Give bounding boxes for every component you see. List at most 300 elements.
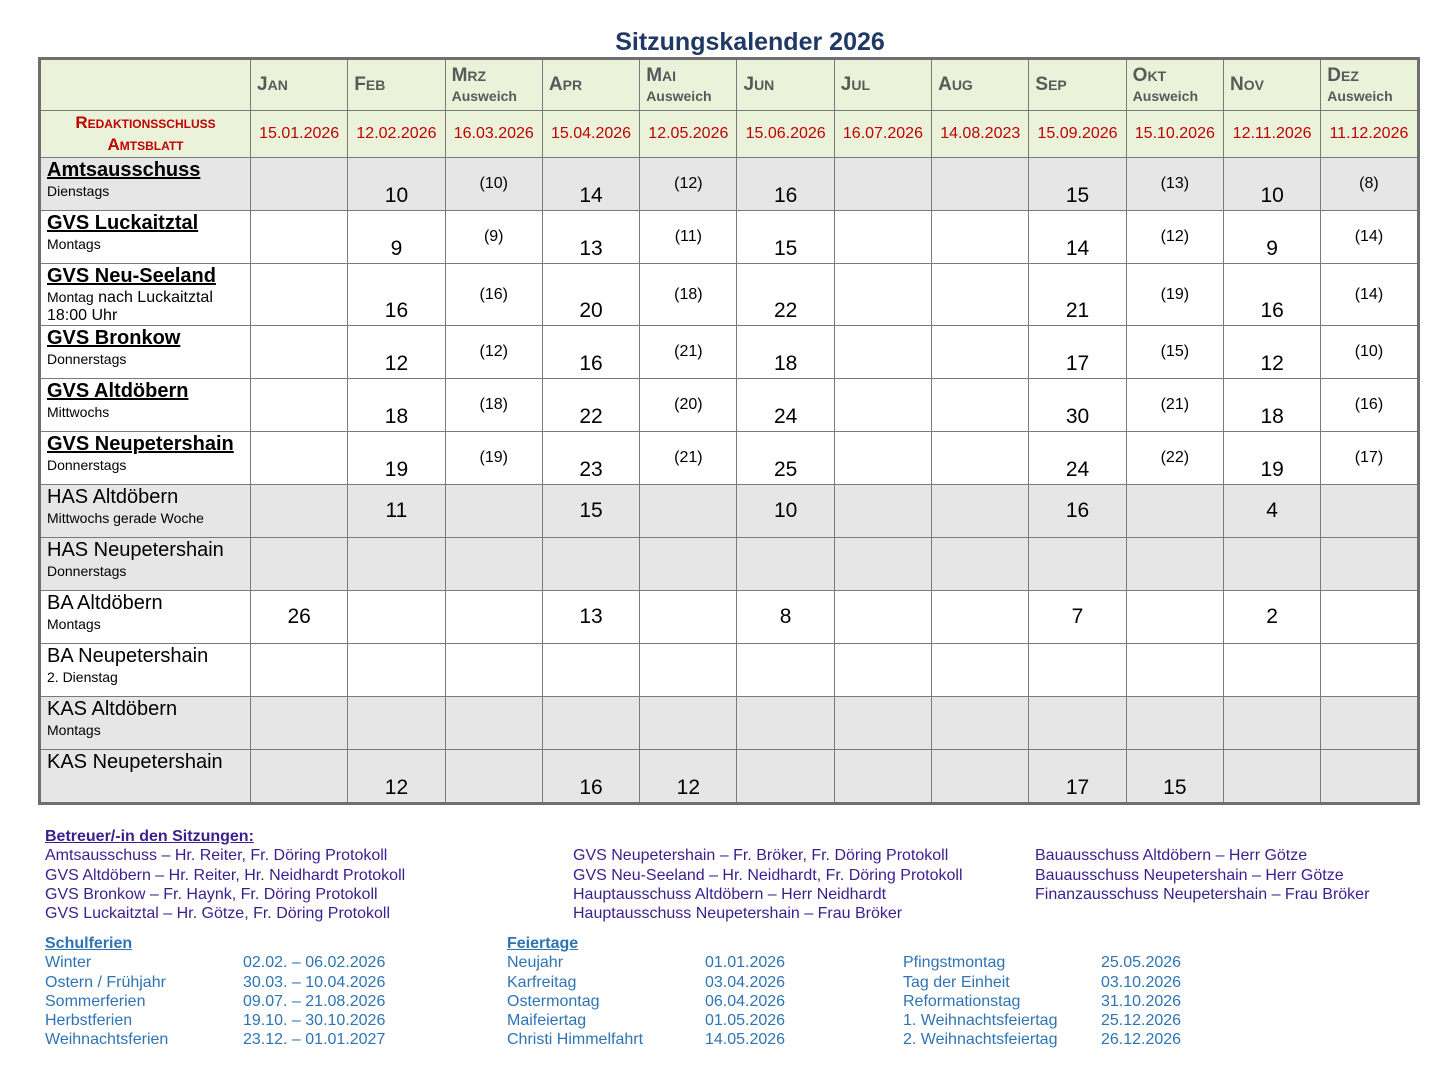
feiertag-date: 25.12.2026 [1101, 1012, 1182, 1030]
committee-schedule [47, 615, 248, 633]
committee-weekday: Donnerstags [47, 351, 127, 367]
committee-name: GVS Luckaitztal [47, 212, 199, 234]
month-label [1321, 66, 1416, 104]
feiertag-date: 26.12.2026 [1101, 1031, 1182, 1049]
session-day: 18 [1260, 405, 1284, 428]
committee-label-cell [40, 697, 251, 750]
feiertag-name: Christi Himmelfahrt [507, 1031, 644, 1049]
feiertage-section [507, 934, 1227, 1050]
session-cell [1321, 379, 1418, 432]
redaktionsschluss-date: 11.12.2026 [1321, 111, 1418, 158]
committee-schedule [47, 182, 248, 200]
month-rest: OV [1243, 77, 1264, 94]
alternate-session-day: (18) [674, 285, 703, 303]
committee-weekday: Mittwochs [47, 404, 110, 420]
betreuer-item: GVS Neu-Seeland – Hr. Neidhardt, Fr. Döring Protokoll [573, 866, 963, 884]
session-day: 15 [1065, 184, 1090, 207]
betreuer-item: GVS Altdöbern – Hr. Reiter, Hr. Neidhardt Protokoll [45, 866, 406, 884]
betreuer-item: GVS Luckaitztal – Hr. Götze, Fr. Döring Protokoll [45, 905, 391, 923]
committee-label-cell [40, 264, 251, 326]
session-cell [640, 379, 737, 432]
ferien-date: 09.07. – 21.08.2026 [243, 992, 386, 1010]
feiertag-row [507, 992, 1227, 1011]
month-initial: M [646, 65, 663, 87]
session-day: 22 [579, 405, 603, 428]
committee-label-cell [40, 591, 251, 644]
session-cell [542, 326, 639, 379]
session-cell [1321, 264, 1418, 326]
session-day: 14 [579, 184, 603, 207]
month-rest: RZ [467, 68, 487, 85]
betreuer-item: Hauptausschuss Neupetershain – Frau Bröker [573, 905, 903, 923]
committee-weekday: Montags [47, 236, 101, 252]
schulferien-item [45, 973, 445, 992]
ferien-date: 30.03. – 10.04.2026 [243, 973, 386, 991]
session-day: 16 [579, 352, 603, 375]
feiertag-name: Tag der Einheit [903, 973, 1010, 991]
committee-name: BA Neupetershain [47, 645, 209, 667]
session-cell [445, 591, 542, 644]
session-day: 25 [773, 458, 798, 481]
session-day: 16 [384, 299, 409, 322]
session-cell [542, 644, 639, 697]
betreuer-item: GVS Bronkow – Fr. Haynk, Fr. Döring Protokoll [45, 885, 378, 903]
session-cell [640, 591, 737, 644]
month-initial: S [1035, 74, 1049, 96]
committee-label-cell [40, 485, 251, 538]
betreuer-item: Finanzausschuss Neupetershain – Frau Bröker [1035, 885, 1370, 903]
alternate-session-day: (13) [1160, 175, 1190, 192]
alternate-session-day: (8) [1359, 175, 1379, 192]
betreuer-item: Hauptausschuss Altdöbern – Herr Neidhardt [573, 885, 887, 903]
alternate-session-day: (19) [1160, 285, 1190, 303]
month-header [1223, 59, 1320, 111]
committee-schedule-note: nach Luckaitztal [93, 289, 213, 306]
committee-schedule [47, 562, 248, 580]
session-cell [1223, 538, 1320, 591]
session-cell [348, 326, 445, 379]
month-rest: PR [562, 77, 583, 94]
session-day: 20 [579, 299, 603, 322]
session-cell [932, 326, 1029, 379]
committee-row [40, 538, 1419, 591]
month-label [835, 75, 931, 95]
betreuer-item: Bauausschuss Altdöbern – Herr Götze [1035, 847, 1308, 865]
month-header [348, 59, 445, 111]
month-initial: M [451, 65, 468, 87]
session-cell [1126, 211, 1223, 264]
session-cell [251, 644, 348, 697]
redaktionsschluss-date: 15.10.2026 [1126, 111, 1223, 158]
month-rest: UN [754, 77, 775, 94]
committee-schedule [47, 288, 248, 307]
session-cell [445, 697, 542, 750]
alternate-session-day: (17) [1354, 449, 1384, 466]
schulferien-item [45, 1011, 445, 1030]
feiertag-row [507, 1030, 1227, 1049]
session-cell [445, 485, 542, 538]
session-day: 22 [773, 299, 798, 322]
session-cell [834, 158, 931, 211]
session-cell [1321, 432, 1418, 485]
alternate-session-day: (18) [479, 396, 508, 413]
alternate-session-day: (21) [1160, 396, 1190, 413]
month-header [1029, 59, 1126, 111]
session-cell [251, 432, 348, 485]
session-cell [1029, 697, 1126, 750]
session-cell [1223, 591, 1320, 644]
committee-weekday: Montag [47, 289, 94, 305]
month-rest: UL [851, 77, 871, 94]
session-cell [1029, 591, 1126, 644]
committee-label-cell [40, 379, 251, 432]
committee-label [47, 486, 248, 527]
session-cell [640, 158, 737, 211]
month-initial: A [938, 74, 952, 96]
page-title: Sitzungskalender 2026 [615, 28, 885, 56]
session-cell [1126, 538, 1223, 591]
betreuer-item: Bauausschuss Neupetershain – Herr Götze [1035, 866, 1344, 884]
ferien-date: 02.02. – 06.02.2026 [243, 954, 386, 972]
alternate-session-day: (19) [479, 449, 508, 466]
session-cell [834, 379, 931, 432]
committee-schedule [47, 235, 248, 253]
redaktionsschluss-date: 12.11.2026 [1223, 111, 1320, 158]
betreuer-col2 [573, 846, 963, 923]
session-cell [640, 644, 737, 697]
session-cell [1223, 750, 1320, 804]
session-cell [1126, 591, 1223, 644]
month-header [542, 59, 639, 111]
session-cell [1126, 264, 1223, 326]
committee-schedule [47, 403, 248, 421]
session-cell [932, 379, 1029, 432]
session-cell [737, 697, 834, 750]
alternate-session-day: (16) [479, 285, 508, 303]
committee-name: BA Altdöbern [47, 592, 163, 614]
session-cell [932, 485, 1029, 538]
feiertag-name: Neujahr [507, 954, 564, 972]
month-header [445, 59, 542, 111]
session-day: 15 [773, 237, 798, 260]
session-cell [932, 697, 1029, 750]
session-cell [251, 591, 348, 644]
session-cell [251, 264, 348, 326]
redaktionsschluss-date: 15.06.2026 [737, 111, 834, 158]
session-cell [1029, 264, 1126, 326]
session-cell [1126, 379, 1223, 432]
session-day: 26 [287, 605, 311, 628]
session-cell [348, 211, 445, 264]
session-day: 10 [773, 499, 798, 522]
session-cell [640, 485, 737, 538]
month-label [446, 66, 542, 104]
session-cell [348, 432, 445, 485]
session-cell [445, 326, 542, 379]
session-cell [1029, 379, 1126, 432]
committee-label-cell [40, 326, 251, 379]
committee-name: Amtsausschuss [47, 159, 201, 181]
feiertag-date: 03.04.2026 [705, 973, 786, 991]
session-cell [542, 750, 639, 804]
betreuer-item: Amtsausschuss – Hr. Reiter, Fr. Döring Protokoll [45, 847, 388, 865]
feiertag-name: Reformationstag [903, 992, 1021, 1010]
session-cell [640, 264, 737, 326]
ferien-name: Sommerferien [45, 992, 146, 1010]
committee-name: HAS Neupetershain [47, 539, 224, 561]
committee-label-cell [40, 538, 251, 591]
month-header [737, 59, 834, 111]
session-cell [445, 379, 542, 432]
redaktionsschluss-line2: Amtsblatt [107, 135, 184, 154]
session-cell [932, 644, 1029, 697]
session-day: 11 [385, 499, 408, 522]
session-day: 12 [384, 776, 409, 799]
committee-schedule [47, 509, 248, 527]
committee-label-cell [40, 211, 251, 264]
session-day: 21 [1065, 299, 1090, 322]
session-cell [1126, 432, 1223, 485]
session-day: 10 [1260, 184, 1284, 207]
session-day: 17 [1065, 776, 1090, 799]
session-day: 9 [1266, 237, 1278, 260]
schulferien-item [45, 953, 445, 972]
session-cell [348, 264, 445, 326]
month-label [1224, 75, 1320, 95]
session-cell [1223, 379, 1320, 432]
month-header [251, 59, 348, 111]
session-cell [1126, 750, 1223, 804]
committee-label-cell [40, 750, 251, 804]
month-label [737, 75, 833, 95]
month-rest: UG [951, 77, 973, 94]
committee-label-cell [40, 432, 251, 485]
session-day: 12 [384, 352, 409, 375]
committee-name: GVS Altdöbern [47, 380, 189, 402]
session-day: 24 [1065, 458, 1090, 481]
month-label [348, 75, 444, 95]
corner-cell [40, 59, 251, 111]
schulferien-heading: Schulferien [45, 935, 133, 952]
session-cell [1223, 264, 1320, 326]
alternate-session-day: (21) [674, 449, 703, 466]
session-cell [542, 264, 639, 326]
session-cell [445, 158, 542, 211]
ferien-date: 19.10. – 30.10.2026 [243, 1012, 386, 1030]
alternate-session-day: (22) [1160, 449, 1190, 466]
session-cell [348, 158, 445, 211]
session-cell [1223, 211, 1320, 264]
session-cell [737, 538, 834, 591]
ausweich-label: Ausweich [1132, 88, 1199, 105]
alternate-session-day: (12) [1160, 228, 1190, 245]
session-cell [834, 697, 931, 750]
session-day: 17 [1065, 352, 1090, 375]
feiertag-date: 03.10.2026 [1101, 973, 1182, 991]
committee-label [47, 380, 248, 421]
committee-schedule [47, 668, 248, 686]
committee-row [40, 644, 1419, 697]
session-cell [932, 211, 1029, 264]
session-cell [932, 750, 1029, 804]
month-header [932, 59, 1029, 111]
committee-row [40, 750, 1419, 804]
betreuer-item: GVS Neupetershain – Fr. Bröker, Fr. Döring Protokoll [573, 847, 949, 865]
month-label [640, 66, 736, 104]
redaktionsschluss-date: 12.05.2026 [640, 111, 737, 158]
session-cell [251, 538, 348, 591]
committee-weekday: Montags [47, 722, 101, 738]
session-cell [737, 264, 834, 326]
redaktionsschluss-line1: Redaktionsschluss [75, 113, 216, 132]
alternate-session-day: (12) [479, 343, 508, 360]
session-cell [834, 538, 931, 591]
committee-row [40, 326, 1419, 379]
session-cell [542, 591, 639, 644]
session-day: 8 [779, 605, 792, 628]
session-cell [1126, 644, 1223, 697]
feiertage-heading: Feiertage [507, 935, 579, 952]
month-initial: A [548, 74, 563, 96]
month-initial: D [1327, 65, 1341, 87]
ausweich-label: Ausweich [1327, 88, 1393, 105]
committee-row [40, 485, 1419, 538]
month-header-row [40, 59, 1419, 111]
session-cell [542, 211, 639, 264]
session-cell [1126, 326, 1223, 379]
session-cell [1223, 644, 1320, 697]
committee-row [40, 158, 1419, 211]
session-cell [542, 379, 639, 432]
committee-label [47, 751, 248, 774]
session-day: 16 [1260, 299, 1284, 322]
session-cell [1223, 326, 1320, 379]
session-cell [834, 432, 931, 485]
session-cell [834, 644, 931, 697]
session-cell [834, 211, 931, 264]
month-label [543, 75, 639, 95]
feiertag-name: 1. Weihnachtsfeiertag [903, 1012, 1058, 1030]
month-rest: KT [1147, 68, 1167, 85]
redaktionsschluss-row [40, 111, 1419, 158]
session-cell [1321, 211, 1418, 264]
committee-weekday: Dienstags [47, 183, 110, 199]
committee-row [40, 697, 1419, 750]
committee-weekday: Donnerstags [47, 457, 127, 473]
session-cell [445, 264, 542, 326]
alternate-session-day: (20) [674, 396, 703, 413]
month-label [932, 75, 1028, 95]
ferien-name: Ostern / Frühjahr [45, 973, 166, 991]
session-cell [251, 379, 348, 432]
schulferien-item [45, 992, 445, 1011]
session-cell [1321, 158, 1418, 211]
session-day: 19 [1260, 458, 1284, 481]
session-day: 12 [1260, 352, 1284, 375]
feiertag-row [507, 1011, 1227, 1030]
ausweich-label: Ausweich [646, 88, 712, 105]
session-cell [542, 158, 639, 211]
ferien-name: Winter [45, 954, 92, 972]
month-initial: J [743, 74, 755, 96]
session-day: 19 [384, 458, 409, 481]
session-cell [348, 485, 445, 538]
session-cell [251, 485, 348, 538]
session-day: 23 [579, 458, 603, 481]
committee-time: 18:00 Uhr [47, 307, 118, 324]
month-rest: EP [1048, 77, 1067, 94]
session-cell [932, 264, 1029, 326]
session-cell [348, 697, 445, 750]
redaktionsschluss-date: 15.09.2026 [1029, 111, 1126, 158]
session-day: 2 [1266, 605, 1278, 628]
session-cell [542, 485, 639, 538]
session-cell [1029, 485, 1126, 538]
session-cell [445, 538, 542, 591]
feiertag-date: 06.04.2026 [705, 992, 786, 1010]
committee-name: KAS Altdöbern [47, 698, 178, 720]
month-label [1029, 75, 1125, 95]
session-day: 13 [579, 237, 603, 260]
alternate-session-day: (10) [479, 175, 508, 192]
session-day: 16 [773, 184, 798, 207]
session-cell [1223, 432, 1320, 485]
session-cell [251, 697, 348, 750]
feiertag-date: 25.05.2026 [1101, 954, 1182, 972]
redaktionsschluss-date: 15.04.2026 [542, 111, 639, 158]
redaktionsschluss-date: 16.07.2026 [834, 111, 931, 158]
redaktionsschluss-date: 15.01.2026 [251, 111, 348, 158]
redaktionsschluss-date: 14.08.2023 [932, 111, 1029, 158]
session-cell [737, 591, 834, 644]
committee-name: GVS Bronkow [47, 327, 181, 349]
committee-name: HAS Altdöbern [47, 486, 179, 508]
session-cell [348, 591, 445, 644]
session-cell [737, 750, 834, 804]
session-cell [737, 485, 834, 538]
committee-schedule [47, 350, 248, 368]
redaktionsschluss-label-cell [40, 111, 251, 158]
session-cell [445, 211, 542, 264]
ausweich-label: Ausweich [451, 88, 517, 105]
session-cell [251, 750, 348, 804]
session-cell [737, 211, 834, 264]
committee-weekday: Mittwochs gerade Woche [47, 510, 204, 526]
session-day: 14 [1065, 237, 1090, 260]
committee-weekday: Montags [47, 616, 101, 632]
session-cell [640, 211, 737, 264]
redaktionsschluss-date: 16.03.2026 [445, 111, 542, 158]
session-cell [348, 750, 445, 804]
committee-label [47, 212, 248, 253]
month-initial: F [354, 74, 366, 96]
session-day: 7 [1071, 605, 1084, 628]
session-cell [1321, 697, 1418, 750]
committee-name: GVS Neu-Seeland [47, 265, 216, 287]
feiertag-name: Maifeiertag [507, 1012, 587, 1030]
alternate-session-day: (14) [1354, 228, 1384, 245]
committee-name: KAS Neupetershain [47, 751, 223, 773]
alternate-session-day: (12) [674, 175, 703, 192]
session-calendar-table [38, 57, 1420, 805]
month-rest: AN [267, 77, 288, 94]
session-cell [1223, 158, 1320, 211]
committee-label [47, 265, 248, 325]
session-cell [1321, 326, 1418, 379]
session-day: 16 [1065, 499, 1090, 522]
month-header [640, 59, 737, 111]
session-day: 9 [390, 237, 403, 260]
